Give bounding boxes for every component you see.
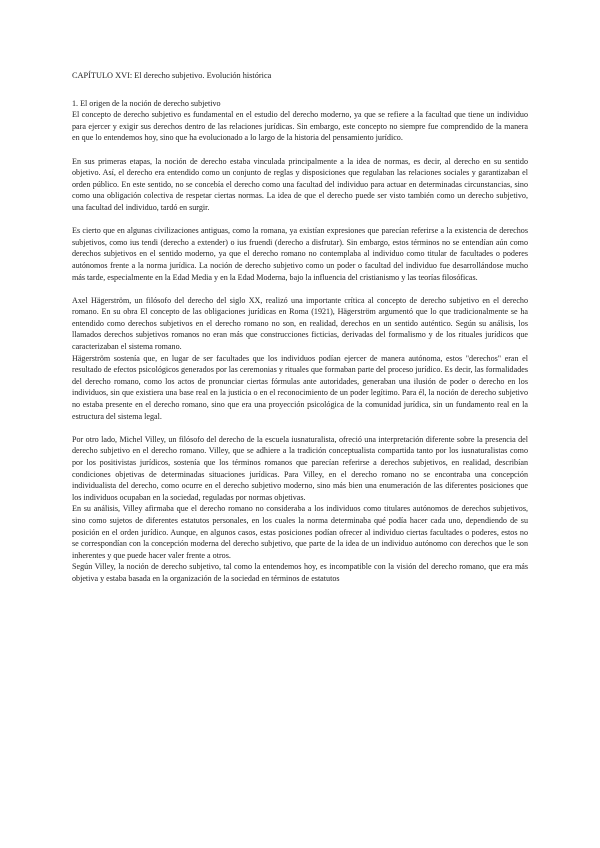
paragraph-hagerstrom-critique: Axel Hägerström, un filósofo del derecho del siglo XX, realizó una importante crítica al concepto de derecho subjetivo en el derecho romano. En su obra El concepto de las obligaciones jurídicas en Roma (1921), Hägerström argumentó que lo que tradicionalmente se ha entendido como derechos subjetivos en el derecho romano no son, en realidad, derechos en un sentido auténtico. Según su análisis, los llamados derechos subjetivos romanos no eran más que construcciones ficticias, derivadas del formalismo y de los rituales jurídicos que caracterizaban el sistema romano. [72,295,528,352]
paragraph-villey-conclusion: Según Villey, la noción de derecho subjetivo, tal como la entendemos hoy, es incompatible con la visión del derecho romano, que era más objetiva y estaba basada en la organización de la sociedad en términos de estatutos [72,562,528,583]
section-heading: 1. El origen de la noción de derecho subjetivo [72,98,221,108]
chapter-title: CAPÍTULO XVI: El derecho subjetivo. Evolución histórica [72,71,272,80]
paragraph-intro: El concepto de derecho subjetivo es fundamental en el estudio del derecho moderno, ya que se refiere a la facultad que tiene un individuo para ejercer y exigir sus derechos dentro de las relaciones jurídicas. Sin embargo, este concepto no siempre fue comprendido de la manera en que lo entendemos hoy, sino que ha evolucionado a lo largo de la historia del pensamiento jurídico. [72,110,528,143]
paragraph-villey-interpretation: Por otro lado, Michel Villey, un filósofo del derecho de la escuela iusnaturalista, ofreció una interpretación diferente sobre la presencia del derecho subjetivo en el derecho romano. Villey, que se adhiere a la tradición conceptualista compartida tanto por los iusnaturalistas como por los positivistas jurídicos, sostenía que los términos romanos que parecían referirse a derechos subjetivos, en realidad, describían condiciones objetivas de determinadas situaciones jurídicas. Para Villey, en el derecho romano no se encontraba una concepción individualista del derecho, como ocurre en el derecho subjetivo moderno, sino más bien una enumeración de las diferentes posiciones que los individuos ocupaban en la sociedad, reguladas por normas objetivas. [72,434,528,502]
paragraph-early-stages: En sus primeras etapas, la noción de derecho estaba vinculada principalmente a la idea de normas, es decir, al derecho en su sentido objetivo. Así, el derecho era entendido como un conjunto de reglas y disposiciones que regulaban las relaciones sociales y garantizaban el orden público. En este sentido, no se concebía el derecho como una facultad del individuo para actuar en determinadas circunstancias, sino como una obligación colectiva de respetar ciertas normas. La idea de que el derecho puede ser visto también como un derecho subjetivo, una facultad del individuo, tardó en surgir. [72,156,528,212]
paragraph-roman-terms: Es cierto que en algunas civilizaciones antiguas, como la romana, ya existían expresiones que parecían referirse a la existencia de derechos subjetivos, como ius tendi (derecho a extender) o ius fruendi (derecho a disfrutar). Sin embargo, estos términos no se entendían aún como derechos subjetivos en el sentido moderno, ya que el derecho romano no contemplaba al individuo como titular de facultades o poderes autónomos frente a la norma jurídica. La noción de derecho subjetivo como un poder o facultad del individuo fue desarrollándose mucho más tarde, especialmente en la Edad Media y en la Edad Moderna, bajo la influencia del cristianismo y las teorías filosóficas. [72,226,528,282]
paragraph-villey-analysis: En su análisis, Villey afirmaba que el derecho romano no consideraba a los individuos como titulares autónomos de derechos subjetivos, sino como sujetos de diferentes estatutos personales, en los cuales la norma determinaba qué podía hacer cada uno, dependiendo de su posición en el orden jurídico. Aunque, en algunos casos, estas posiciones podían ofrecer al individuo ciertas facultades o poderes, estos no se correspondían con la concepción moderna del derecho subjetivo, que parte de la idea de un individuo autónomo con derechos que le son inherentes y que puede hacer valer frente a otros. [72,504,528,560]
paragraph-hagerstrom-thesis: Hägerström sostenía que, en lugar de ser facultades que los individuos podían ejercer de manera autónoma, estos "derechos" eran el resultado de efectos psicológicos generados por las ceremonias y rituales que formaban parte del proceso jurídico. Es decir, las formalidades del derecho romano, como los actos de pronunciar ciertas fórmulas ante autoridades, generaban una ilusión de poder o derecho en los individuos, sin que existiera una base real en la justicia o en el reconocimiento de un poder legítimo. Para él, la noción de derecho subjetivo no estaba presente en el derecho romano, sino que era una proyección psicológica de la comunidad jurídica, sin un fundamento real en la estructura del sistema legal. [72,353,528,421]
